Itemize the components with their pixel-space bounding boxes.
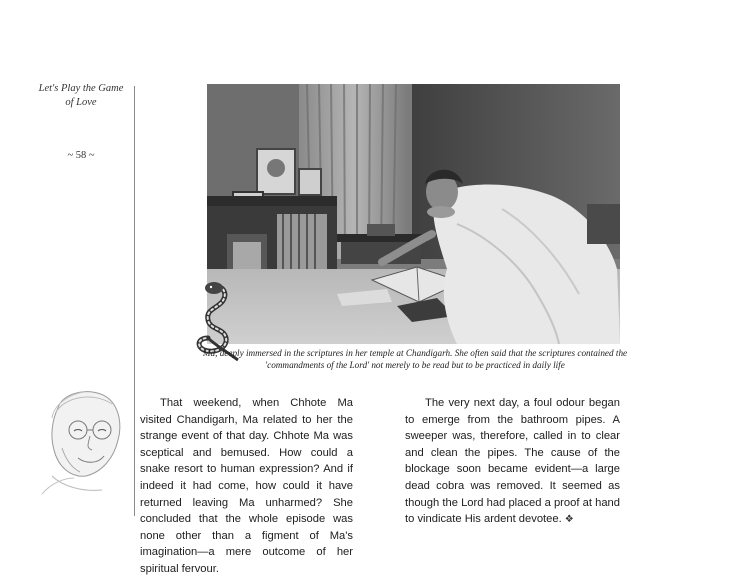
portrait-sketch [22, 378, 140, 496]
paragraph-text: The very next day, a foul odour began to emerge from the bathroom pipes. A sweeper was, therefore, called in to clear and clean the pipes. The cause of the blockage soon became evident—a large dead cobra was removed. It seemed as though the Lord had placed a proof at hand to vindicate His ardent devotee. [405, 397, 620, 526]
chapter-title: Let's Play the Game of Love [38, 83, 124, 108]
body-column-2 [405, 395, 620, 529]
photograph [207, 84, 620, 344]
photo-illustration [207, 84, 620, 344]
end-ornament-icon: ❖ [564, 514, 574, 526]
paragraph: That weekend, when Chhote Ma visited Chandigarh, Ma related to her the strange event of that day. Chhote Ma was sceptical and bemused. How could a snake resort to human expression? And if indeed it had come, how could it have returned leaving Ma unharmed? She concluded that the whole episode was none other than a figment of Ma's imagination—a mere outcome of her spiritual fervour. [140, 397, 353, 575]
paragraph [405, 395, 620, 529]
body-column-1 [140, 395, 353, 578]
page-number: ~ 58 ~ [67, 150, 95, 161]
photo-caption: Ma, deeply immersed in the scriptures in her temple at Chandigarh. She often said that the scriptures contained the 'commandments of the Lord' not merely to be read but to be practiced in daily life [202, 348, 628, 370]
